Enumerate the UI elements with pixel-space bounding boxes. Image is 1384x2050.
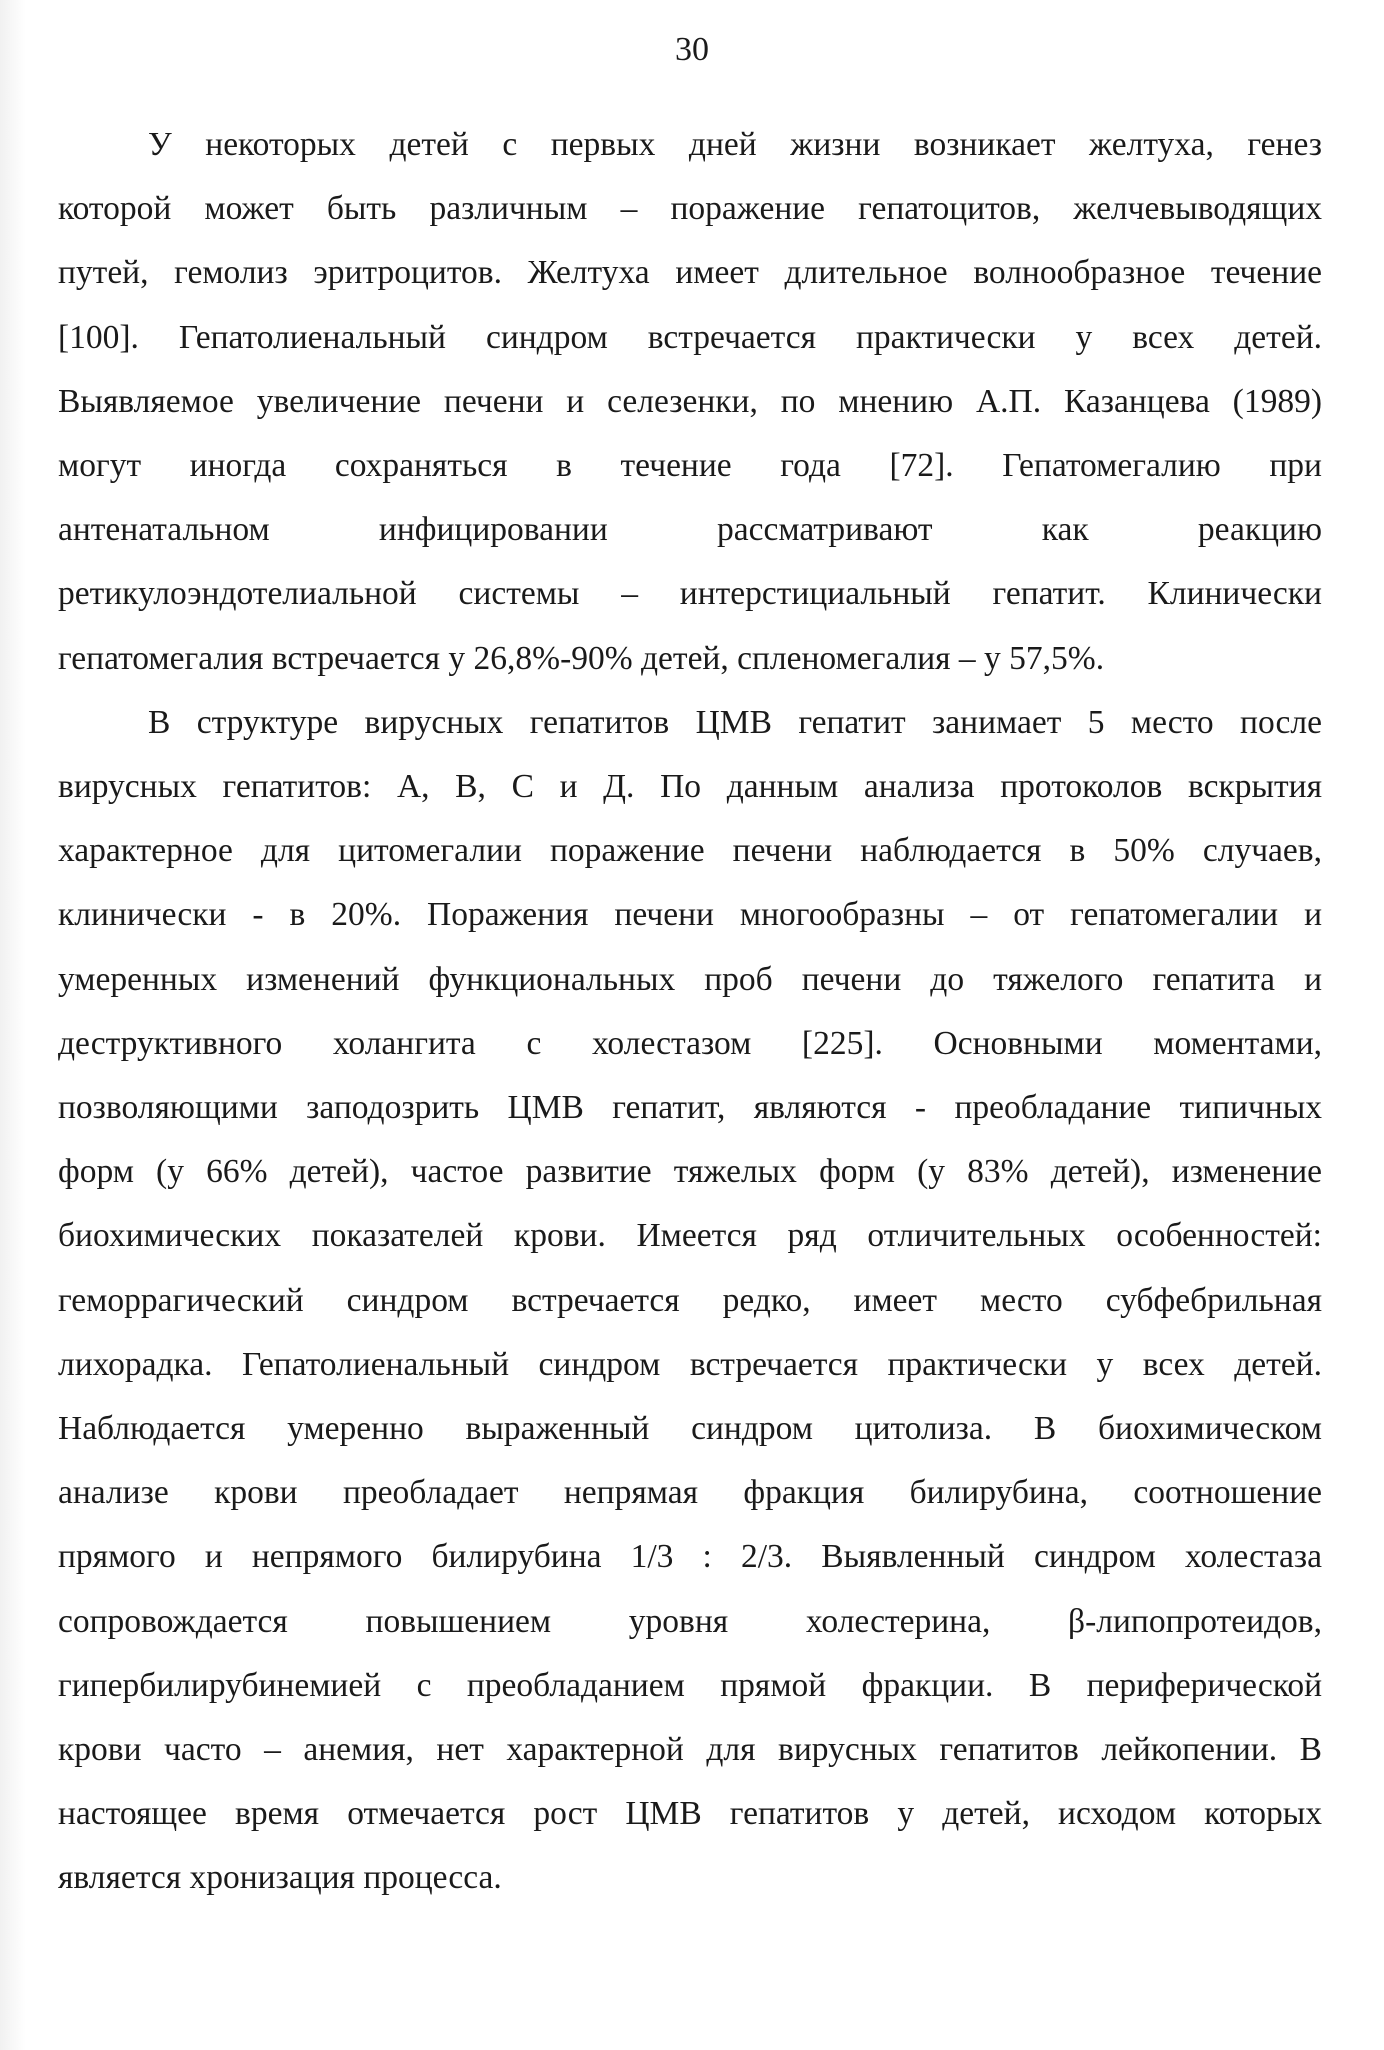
text-line: лихорадка. Гепатолиенальный синдром встречается практически у всех детей. xyxy=(58,1345,1322,1383)
text-line: крови часто – анемия, нет характерной для вирусных гепатитов лейкопении. В xyxy=(58,1731,1322,1769)
text-line: гипербилирубинемией с преобладанием прямой фракции. В периферической xyxy=(58,1666,1322,1704)
text-line: путей, гемолиз эритроцитов. Желтуха имеет длительное волнообразное течение xyxy=(58,254,1322,292)
text-line: антенатальном инфицировании рассматривают как реакцию xyxy=(58,511,1322,549)
text-line: могут иногда сохраняться в течение года [72]. Гепатомегалию при xyxy=(58,447,1322,485)
text-line: вирусных гепатитов: А, В, С и Д. По данным анализа протоколов вскрытия xyxy=(58,768,1322,806)
text-line: гепатомегалия встречается у 26,8%-90% детей, спленомегалия – у 57,5%. xyxy=(58,639,1105,677)
text-line: биохимических показателей крови. Имеется ряд отличительных особенностей: xyxy=(58,1217,1322,1255)
text-line: настоящее время отмечается рост ЦМВ гепатитов у детей, исходом которых xyxy=(58,1795,1322,1833)
text-line: форм (у 66% детей), частое развитие тяжелых форм (у 83% детей), изменение xyxy=(58,1153,1322,1191)
text-line: У некоторых детей с первых дней жизни возникает желтуха, генез xyxy=(148,126,1322,163)
text-line: анализе крови преобладает непрямая фракция билирубина, соотношение xyxy=(58,1474,1322,1512)
page-number: 30 xyxy=(675,31,709,68)
text-line: которой может быть различным – поражение гепатоцитов, желчевыводящих xyxy=(58,190,1322,228)
text-line: геморрагический синдром встречается редко, имеет место субфебрильная xyxy=(58,1281,1322,1319)
text-line: является хронизация процесса. xyxy=(58,1859,502,1897)
text-line: ретикулоэндотелиальной системы – интерстициальный гепатит. Клинически xyxy=(58,575,1322,613)
text-line: сопровождается повышением уровня холестерина, β-липопротеидов, xyxy=(58,1602,1322,1640)
text-line: Наблюдается умеренно выраженный синдром цитолиза. В биохимическом xyxy=(58,1410,1322,1448)
text-line: умеренных изменений функциональных проб печени до тяжелого гепатита и xyxy=(58,960,1322,998)
text-line: В структуре вирусных гепатитов ЦМВ гепатит занимает 5 место после xyxy=(148,703,1322,741)
text-line: деструктивного холангита с холестазом [225]. Основными моментами, xyxy=(58,1024,1322,1062)
text-line: [100]. Гепатолиенальный синдром встречается практически у всех детей. xyxy=(58,318,1322,356)
text-line: клинически - в 20%. Поражения печени многообразны – от гепатомегалии и xyxy=(58,896,1322,934)
text-line: характерное для цитомегалии поражение печени наблюдается в 50% случаев, xyxy=(58,832,1322,870)
text-line: прямого и непрямого билирубина 1/3 : 2/3. Выявленный синдром холестаза xyxy=(58,1538,1322,1576)
text-line: позволяющими заподозрить ЦМВ гепатит, являются - преобладание типичных xyxy=(58,1089,1322,1127)
page-edge-shadow xyxy=(0,0,26,2050)
body-text xyxy=(58,113,1322,1911)
text-line: Выявляемое увеличение печени и селезенки, по мнению А.П. Казанцева (1989) xyxy=(58,382,1322,420)
